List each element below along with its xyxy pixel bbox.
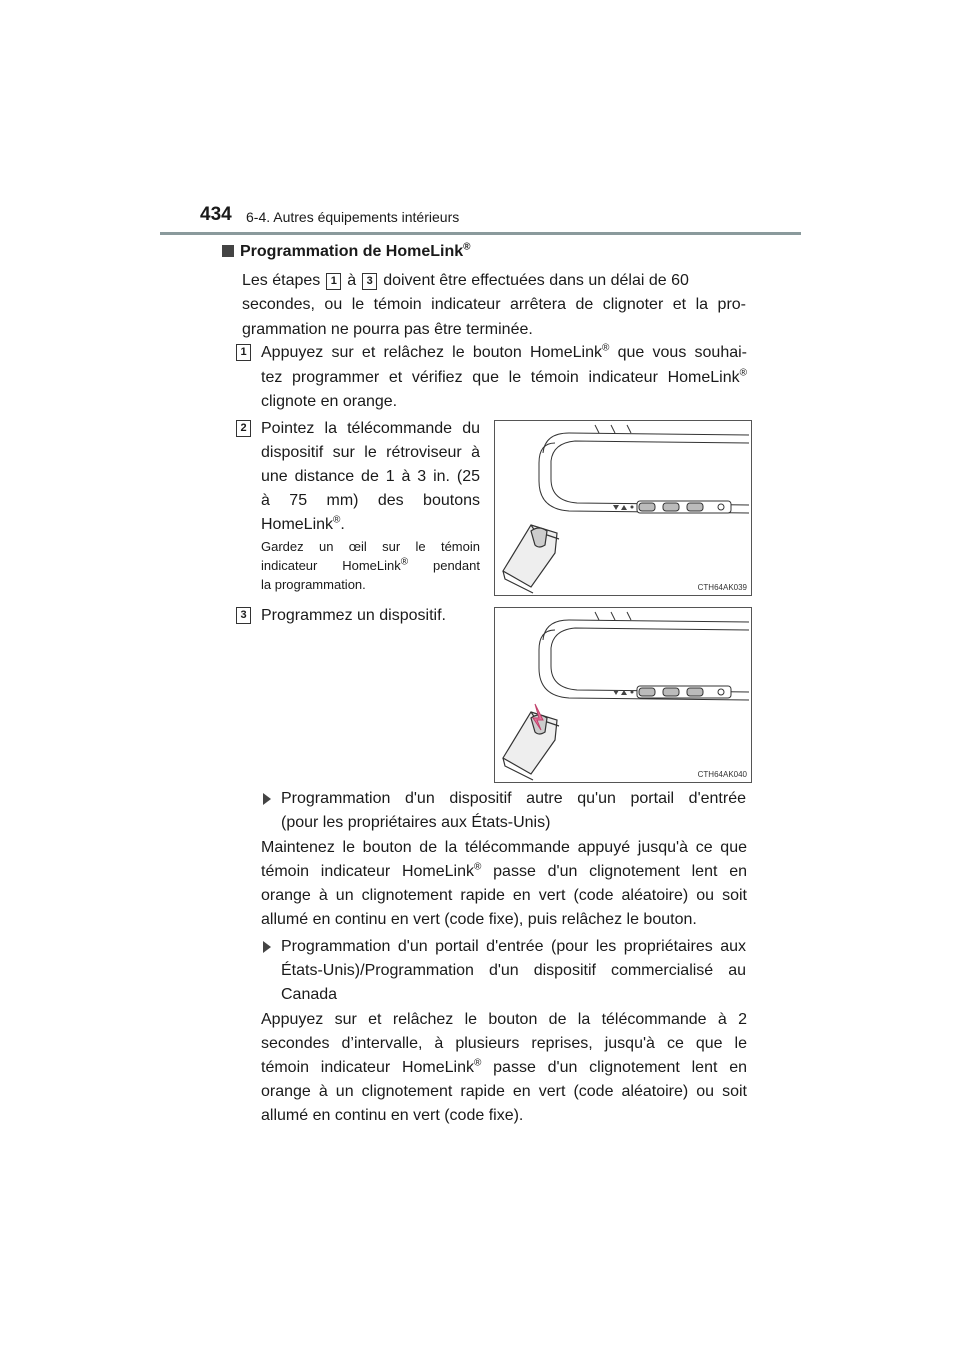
step-1-line-3: clignote en orange. (261, 393, 398, 410)
step-1-line-2: tez programmer et vérifiez que le témoin indicateur HomeLink® (261, 367, 747, 386)
step-3-line-1: Programmez un dispositif. (261, 607, 446, 624)
step-ref-1: 1 (326, 273, 341, 290)
step-2-line-1: Pointez la télécommande du (261, 420, 480, 437)
sub-b-title-3: Canada (281, 986, 338, 1003)
step-2-note-1: Gardez un œil sur le témoin (261, 539, 480, 554)
sub-a-line-2: témoin indicateur HomeLink® passe d'un clignotement lent en (261, 861, 747, 880)
intro-line-3: grammation ne pourra pas être terminée. (242, 321, 533, 338)
intro-line-1: Les étapes 1 à 3 doivent être effectuées dans un délai de 60 (242, 272, 689, 289)
section-header: 6-4. Autres équipements intérieurs (246, 209, 460, 225)
page-number: 434 (200, 204, 232, 225)
step-number-3: 3 (236, 607, 251, 624)
step-2-line-3: une distance de 1 à 3 in. (25 (261, 468, 480, 485)
sub-b-line-3: témoin indicateur HomeLink® passe d'un clignotement lent en (261, 1057, 747, 1076)
sub-b-line-4: orange à un clignotement rapide en vert (code aléatoire) ou soit (261, 1083, 747, 1100)
step-2-note-2: indicateur HomeLink® pendant (261, 556, 480, 573)
step-1-line-1: Appuyez sur et relâchez le bouton HomeLink® que vous souhai- (261, 342, 748, 361)
step-2-line-4: à 75 mm) des boutons (261, 492, 480, 509)
section-title: Programmation de HomeLink® (222, 243, 471, 261)
figure-mirror-remote-press (494, 607, 752, 783)
figure-code: CTH64AK040 (697, 770, 747, 779)
step-ref-3: 3 (362, 273, 377, 290)
step-2-line-2: dispositif sur le rétroviseur à (261, 444, 480, 461)
step-number-1: 1 (236, 344, 251, 361)
intro-line-2: secondes, ou le témoin indicateur arrêtera de clignoter et la pro- (242, 296, 746, 313)
sub-a-title-2: (pour les propriétaires aux États-Unis) (281, 814, 551, 831)
sub-a-title-1: Programmation d'un dispositif autre qu'un portail d'entrée (281, 790, 746, 807)
sub-a-line-4: allumé en continu en vert (code fixe), puis relâchez le bouton. (261, 911, 697, 928)
arrow-bullet-icon (263, 941, 271, 953)
square-bullet-icon (222, 245, 234, 257)
figure-mirror-remote (494, 420, 752, 596)
sub-b-line-2: secondes d’intervalle, à plusieurs reprises, jusqu'à ce que le (261, 1035, 747, 1052)
sub-b-line-5: allumé en continu en vert (code fixe). (261, 1107, 524, 1124)
mirror-remote-illustration (495, 421, 751, 595)
sub-b-line-1: Appuyez sur et relâchez le bouton de la télécommande à 2 (261, 1011, 747, 1028)
sub-b-title-1: Programmation d'un portail d'entrée (pour les propriétaires aux (281, 938, 746, 955)
sub-a-line-1: Maintenez le bouton de la télécommande appuyé jusqu'à ce que (261, 839, 747, 856)
step-2-line-5: HomeLink®. (261, 514, 345, 533)
figure-code: CTH64AK039 (697, 583, 747, 592)
step-number-2: 2 (236, 420, 251, 437)
mirror-remote-press-illustration (495, 608, 751, 782)
sub-a-line-3: orange à un clignotement rapide en vert (code aléatoire) ou soit (261, 887, 747, 904)
step-2-note-3: la programmation. (261, 577, 366, 592)
sub-b-title-2: États-Unis)/Programmation d'un dispositif commercialisé au (281, 962, 746, 979)
header-rule (160, 232, 801, 235)
arrow-bullet-icon (263, 793, 271, 805)
